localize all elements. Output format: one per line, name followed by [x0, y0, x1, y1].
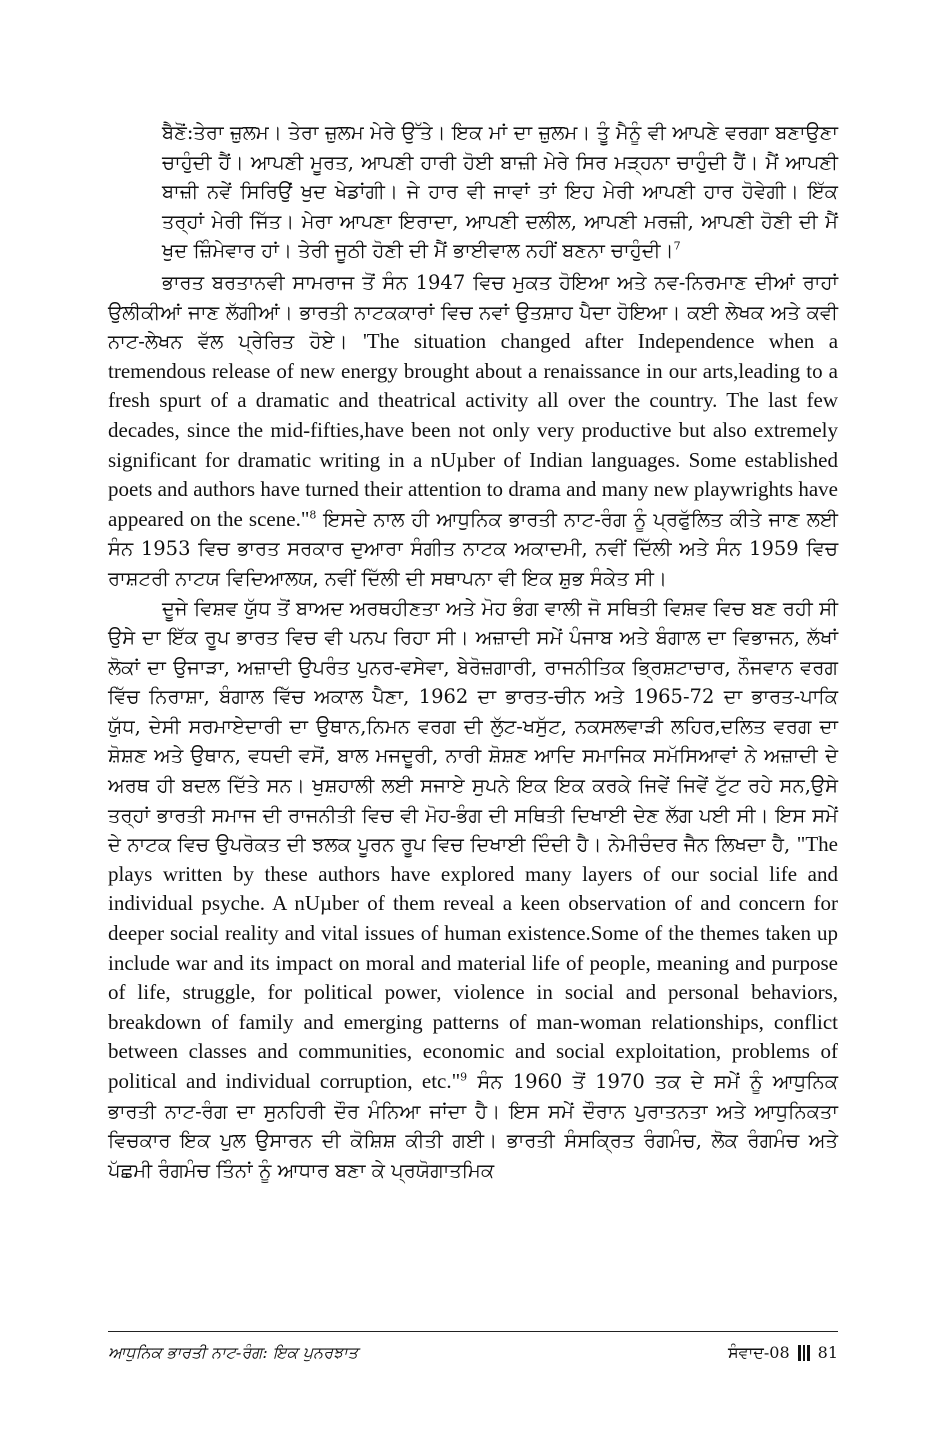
paragraph-2-english-quote: "The plays written by these authors have explored many layers of our social life and individual psyche. A nUµber of them reveal a keen observation of and concern for deeper social reality and vital issues of human existence.Some of the themes taken up include war and its impact on moral and material life of people, meaning and purpose of life, struggle, for political power, violence in social and personal behaviors, breakdown of family and emerging patterns of man-woman relationships, conflict between classes and communities, economic and social exploitation, problems of political and individual corruption, etc."	[108, 832, 838, 1093]
footer-right	[728, 1340, 838, 1366]
page-number: 81	[817, 1343, 838, 1362]
block-quote-text: ਬੈਣੋਂ:ਤੇਰਾ ਜ਼ੁਲਮ। ਤੇਰਾ ਜ਼ੁਲਮ ਮੇਰੇ ਉੱਤੇ। ਇਕ ਮਾਂ ਦਾ ਜ਼ੁਲਮ। ਤੂੰ ਮੈਨੂੰ ਵੀ ਆਪਣੇ ਵਰਗਾ ਬਣਾਉਣਾ ਚਾਹੁੰਦੀ ਹੈਂ। ਆਪਣੀ ਮੂਰਤ, ਆਪਣੀ ਹਾਰੀ ਹੋਈ ਬਾਜ਼ੀ ਮੇਰੇ ਸਿਰ ਮੜ੍ਹਨਾ ਚਾਹੁੰਦੀ ਹੈਂ। ਮੈਂ ਆਪਣੀ ਬਾਜ਼ੀ ਨਵੇਂ ਸਿਰਿਉਂ ਖੁਦ ਖੇਡਾਂਗੀ। ਜੇ ਹਾਰ ਵੀ ਜਾਵਾਂ ਤਾਂ ਇਹ ਮੇਰੀ ਆਪਣੀ ਹਾਰ ਹੋਵੇਗੀ। ਇੱਕ ਤਰ੍ਹਾਂ ਮੇਰੀ ਜਿੱਤ। ਮੇਰਾ ਆਪਣਾ ਇਰਾਦਾ, ਆਪਣੀ ਦਲੀਲ, ਆਪਣੀ ਮਰਜ਼ੀ, ਆਪਣੀ ਹੋਣੀ ਦੀ ਮੈਂ ਖੁਦ ਜ਼ਿੰਮੇਵਾਰ ਹਾਂ। ਤੇਰੀ ਜੂਠੀ ਹੋਣੀ ਦੀ ਮੈਂ ਭਾਈਵਾਲ ਨਹੀਂ ਬਣਨਾ ਚਾਹੁੰਦੀ।	[162, 121, 838, 263]
paragraph-2	[108, 594, 838, 1186]
footnote-marker-9: 9	[460, 1070, 468, 1084]
page-footer	[108, 1340, 838, 1366]
journal-issue: ਸੰਵਾਦ-08	[728, 1343, 790, 1362]
paragraph-1-punjabi-end: ਇਸਦੇ ਨਾਲ ਹੀ ਆਧੁਨਿਕ ਭਾਰਤੀ ਨਾਟ-ਰੰਗ ਨੂੰ ਪ੍ਰਫੁੱਲਿਤ ਕੀਤੇ ਜਾਣ ਲਈ ਸੰਨ 1953 ਵਿਚ ਭਾਰਤ ਸਰਕਾਰ ਦੁਆਰਾ ਸੰਗੀਤ ਨਾਟਕ ਅਕਾਦਮੀ, ਨਵੀਂ ਦਿੱਲੀ ਅਤੇ ਸੰਨ 1959 ਵਿਚ ਰਾਸ਼ਟਰੀ ਨਾਟਯ ਵਿਦਿਆਲਯ, ਨਵੀਂ ਦਿੱਲੀ ਦੀ ਸਥਾਪਨਾ ਵੀ ਇਕ ਸ਼ੁਭ ਸੰਕੇਤ ਸੀ।	[108, 507, 838, 590]
paragraph-2-punjabi-end: ਸੰਨ 1960 ਤੋਂ 1970 ਤਕ ਦੇ ਸਮੇਂ ਨੂੰ ਆਧੁਨਿਕ ਭਾਰਤੀ ਨਾਟ-ਰੰਗ ਦਾ ਸੁਨਹਿਰੀ ਦੌਰ ਮੰਨਿਆ ਜਾਂਦਾ ਹੈ। ਇਸ ਸਮੇਂ ਦੌਰਾਨ ਪੁਰਾਤਨਤਾ ਅਤੇ ਆਧੁਨਿਕਤਾ ਵਿਚਕਾਰ ਇਕ ਪੁਲ ਉਸਾਰਨ ਦੀ ਕੋਸ਼ਿਸ਼ ਕੀਤੀ ਗਈ। ਭਾਰਤੀ ਸੰਸਕ੍ਰਿਤ ਰੰਗਮੰਚ, ਲੋਕ ਰੰਗਮੰਚ ਅਤੇ ਪੱਛਮੀ ਰੰਗਮੰਚ ਤਿੰਨਾਂ ਨੂੰ ਆਧਾਰ ਬਣਾ ਕੇ ਪ੍ਰਯੋਗਾਤਮਿਕ	[108, 1070, 838, 1182]
paragraph-1-punjabi-start: ਭਾਰਤ ਬਰਤਾਨਵੀ ਸਾਮਰਾਜ ਤੋਂ ਸੰਨ 1947 ਵਿਚ ਮੁਕਤ ਹੋਇਆ ਅਤੇ ਨਵ-ਨਿਰਮਾਣ ਦੀਆਂ ਰਾਹਾਂ ਉਲੀਕੀਆਂ ਜਾਣ ਲੱਗੀਆਂ। ਭਾਰਤੀ ਨਾਟਕਕਾਰਾਂ ਵਿਚ ਨਵਾਂ ਉਤਸ਼ਾਹ ਪੈਦਾ ਹੋਇਆ। ਕਈ ਲੇਖਕ ਅਤੇ ਕਵੀ ਨਾਟ-ਲੇਖਨ ਵੱਲ ਪ੍ਰੇਰਿਤ ਹੋਏ।	[108, 270, 838, 354]
page-body	[108, 118, 838, 1185]
footnote-marker-8: 8	[309, 508, 317, 522]
paragraph-1	[108, 268, 838, 594]
block-quote	[162, 118, 838, 266]
running-title: ਆਧੁਨਿਕ ਭਾਰਤੀ ਨਾਟ-ਰੰਗ: ਇਕ ਪੁਨਰਝਾਤ	[108, 1343, 358, 1362]
footnote-marker-7: 7	[673, 239, 681, 253]
paragraph-2-punjabi-start: ਦੂਜੇ ਵਿਸ਼ਵ ਯੁੱਧ ਤੋਂ ਬਾਅਦ ਅਰਥਹੀਣਤਾ ਅਤੇ ਮੋਹ ਭੰਗ ਵਾਲੀ ਜੋ ਸਥਿਤੀ ਵਿਸ਼ਵ ਵਿਚ ਬਣ ਰਹੀ ਸੀ ਉਸੇ ਦਾ ਇੱਕ ਰੂਪ ਭਾਰਤ ਵਿਚ ਵੀ ਪਨਪ ਰਿਹਾ ਸੀ। ਅਜ਼ਾਦੀ ਸਮੇਂ ਪੰਜਾਬ ਅਤੇ ਬੰਗਾਲ ਦਾ ਵਿਭਾਜਨ, ਲੱਖਾਂ ਲੋਕਾਂ ਦਾ ਉਜਾੜਾ, ਅਜ਼ਾਦੀ ਉਪਰੰਤ ਪੁਨਰ-ਵਸੇਵਾ, ਬੇਰੋਜ਼ਗਾਰੀ, ਰਾਜਨੀਤਿਕ ਭ੍ਰਿਸ਼ਟਾਚਾਰ, ਨੌਜਵਾਨ ਵਰਗ ਵਿੱਚ ਨਿਰਾਸ਼ਾ, ਬੰਗਾਲ ਵਿੱਚ ਅਕਾਲ ਪੈਣਾ, 1962 ਦਾ ਭਾਰਤ-ਚੀਨ ਅਤੇ 1965-72 ਦਾ ਭਾਰਤ-ਪਾਕਿ ਯੁੱਧ, ਦੇਸੀ ਸਰਮਾਏਦਾਰੀ ਦਾ ਉਥਾਨ,ਨਿਮਨ ਵਰਗ ਦੀ ਲੁੱਟ-ਖਸੁੱਟ, ਨਕਸਲਵਾੜੀ ਲਹਿਰ,ਦਲਿਤ ਵਰਗ ਦਾ ਸ਼ੋਸ਼ਣ ਅਤੇ ਉਥਾਨ, ਵਧਦੀ ਵਸੋਂ, ਬਾਲ ਮਜਦੂਰੀ, ਨਾਰੀ ਸ਼ੋਸ਼ਣ ਆਦਿ ਸਮਾਜਿਕ ਸਮੱਸਿਆਵਾਂ ਨੇ ਅਜ਼ਾਦੀ ਦੇ ਅਰਥ ਹੀ ਬਦਲ ਦਿੱਤੇ ਸਨ। ਖੁਸ਼ਹਾਲੀ ਲਈ ਸਜਾਏ ਸੁਪਨੇ ਇਕ ਇਕ ਕਰਕੇ ਜਿਵੇਂ ਜਿਵੇਂ ਟੁੱਟ ਰਹੇ ਸਨ,ਉਸੇ ਤਰ੍ਹਾਂ ਭਾਰਤੀ ਸਮਾਜ ਦੀ ਰਾਜਨੀਤੀ ਵਿਚ ਵੀ ਮੋਹ-ਭੰਗ ਦੀ ਸਥਿਤੀ ਦਿਖਾਈ ਦੇਣ ਲੱਗ ਪਈ ਸੀ। ਇਸ ਸਮੇਂ ਦੇ ਨਾਟਕ ਵਿਚ ਉਪਰੋਕਤ ਦੀ ਝਲਕ ਪੂਰਨ ਰੂਪ ਵਿਚ ਦਿਖਾਈ ਦਿੰਦੀ ਹੈ। ਨੇਮੀਚੰਦਰ ਜੈਨ ਲਿਖਦਾ ਹੈ,	[108, 596, 838, 857]
footer-divider	[108, 1331, 838, 1332]
paragraph-1-english-quote: 'The situation changed after Independence when a tremendous release of new energy brought about a renaissance in our arts,leading to a fresh spurt of a dramatic and theatrical activity all over the country. The last few decades, since the mid-fifties,have been not only very productive but also extremely significant for dramatic writing in a nUµber of Indian languages. Some established poets and authors have turned their attention to drama and many new playwrights have appeared on the scene."	[108, 329, 839, 531]
bars-ornament-icon	[798, 1345, 810, 1361]
